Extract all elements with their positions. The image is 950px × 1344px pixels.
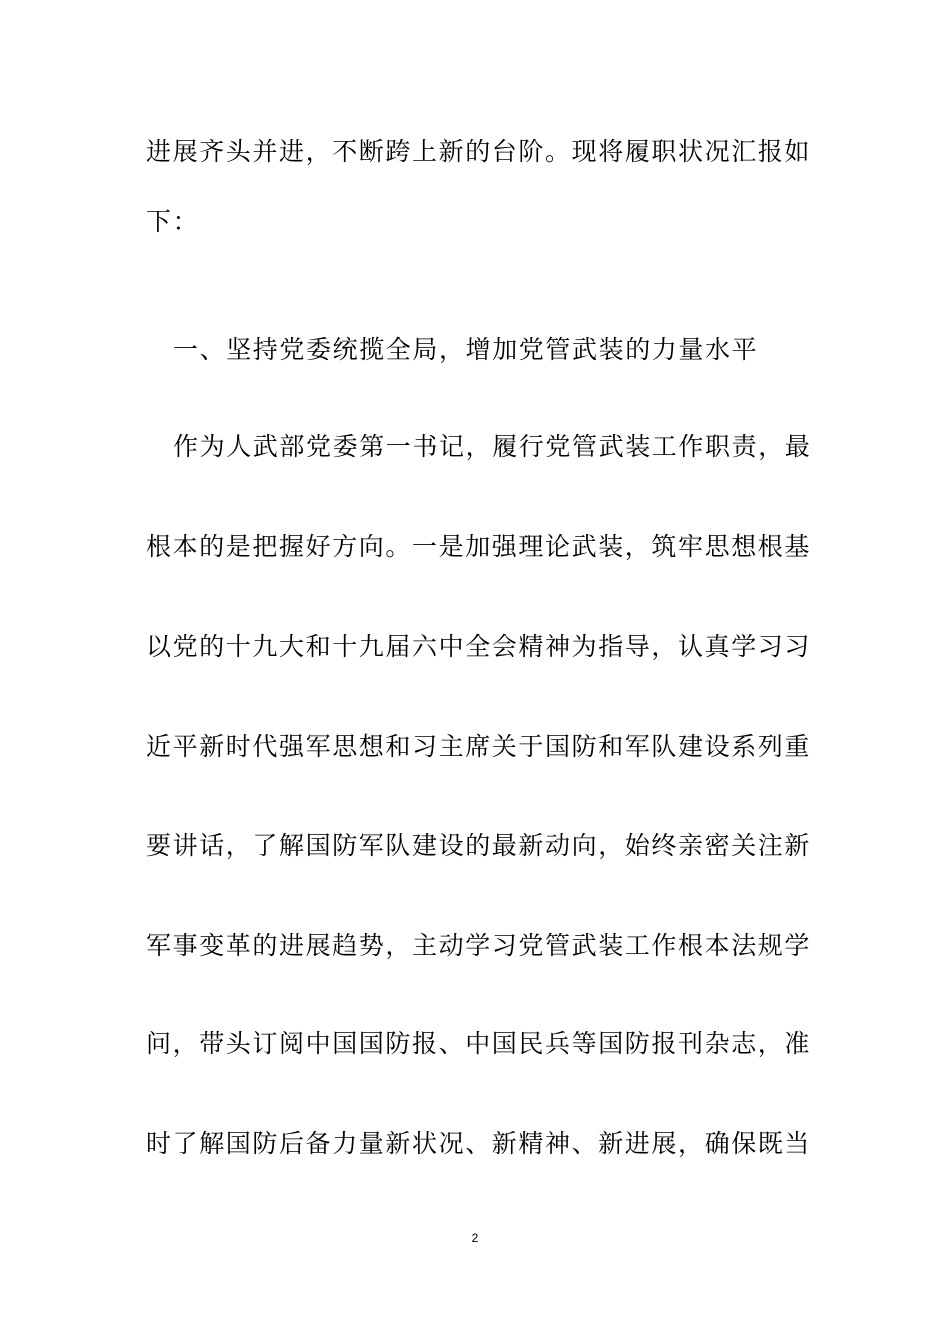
page-number: 2 <box>471 1231 479 1245</box>
body-text-line: 进展齐头并进，不断跨上新的台阶。现将履职状况汇报如 <box>146 137 812 166</box>
body-text-line: 时了解国防后备力量新状况、新精神、新进展，确保既当 <box>146 1129 812 1158</box>
body-text-line: 近平新时代强军思想和习主席关于国防和军队建设系列重 <box>146 732 812 761</box>
body-text-line: 要讲话，了解国防军队建设的最新动向，始终亲密关注新 <box>146 831 812 860</box>
section-heading: 一、坚持党委统揽全局，增加党管武装的力量水平 <box>173 335 759 364</box>
body-text-line: 根本的是把握好方向。一是加强理论武装，筑牢思想根基 <box>146 532 812 561</box>
body-text-line: 以党的十九大和十九届六中全会精神为指导，认真学习习 <box>146 632 812 661</box>
body-text-line: 军事变革的进展趋势，主动学习党管武装工作根本法规学 <box>146 931 812 960</box>
body-text-line: 下： <box>146 207 200 236</box>
paragraph-first-line: 作为人武部党委第一书记，履行党管武装工作职责，最 <box>173 432 812 461</box>
body-text-line: 问，带头订阅中国国防报、中国民兵等国防报刊杂志，准 <box>146 1029 812 1058</box>
